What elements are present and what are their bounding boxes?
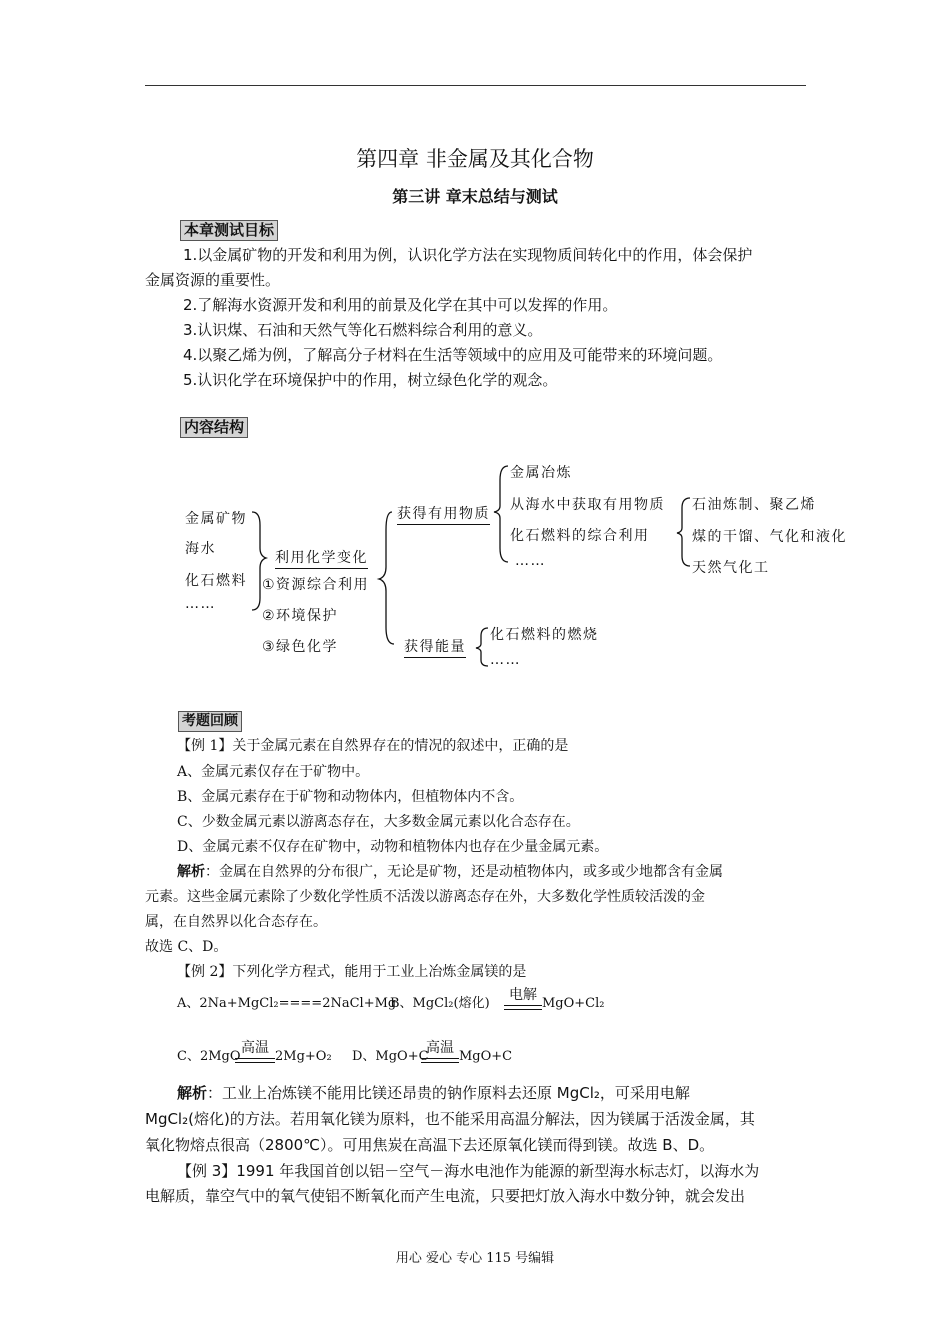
- example1-analysis-line: 元素。这些金属元素除了少数化学性质不活泼以游离态存在外，大多数化学性质较活泼的金: [145, 889, 705, 905]
- example1-option-d: D、金属元素不仅存在矿物中，动物和植物体内也存在少量金属元素。: [177, 839, 609, 855]
- reaction-equals-sign: [235, 1058, 275, 1063]
- example2-analysis-line: 氧化物熔点很高（2800℃）。可用焦炭在高温下去还原氧化镁而得到镁。故选 B、D。: [145, 1136, 715, 1154]
- useful-item: ……: [515, 553, 546, 569]
- fossil-bracket: [677, 498, 690, 566]
- goal-line: 3.认识煤、石油和天然气等化石燃料综合利用的意义。: [183, 321, 543, 339]
- goal-line: 1.以金属矿物的开发和利用为例，认识化学方法在实现物质间转化中的作用，体会保护: [183, 246, 753, 264]
- example2-question: 【例 2】下列化学方程式，能用于工业上冶炼金属镁的是: [177, 964, 527, 980]
- main-fork-bracket: [379, 512, 394, 644]
- center-item: ②环境保护: [262, 608, 339, 624]
- example1-option-c: C、少数金属元素以游离态存在，大多数金属元素以化合态存在。: [177, 814, 580, 830]
- energy-item: ……: [490, 652, 521, 668]
- goal-line: 4.以聚乙烯为例，了解高分子材料在生活等领域中的应用及可能带来的环境问题。: [183, 346, 723, 364]
- reaction-equals-sign: [504, 1005, 542, 1010]
- example2-option-c-right: 2Mg+O₂: [275, 1049, 332, 1064]
- branch-energy: 获得能量: [404, 636, 466, 658]
- useful-item: 从海水中获取有用物质: [510, 497, 665, 513]
- lecture-title: 第三讲 章末总结与测试: [392, 187, 558, 206]
- section-structure-heading: 内容结构: [180, 417, 248, 438]
- example2-analysis-line: MgCl₂(熔化)的方法。若用氧化镁为原料，也不能采用高温分解法，因为镁属于活泼金属，其: [145, 1110, 755, 1128]
- example3-line: 【例 3】1991 年我国首创以铝－空气－海水电池作为能源的新型海水标志灯，以海水为: [177, 1162, 760, 1180]
- reaction-equals-sign: [421, 1058, 459, 1063]
- page-footer: 用心 爱心 专心 115 号编辑: [395, 1251, 555, 1266]
- fossil-sub-item: 石油炼制、聚乙烯: [692, 497, 816, 513]
- goal-line: 金属资源的重要性。: [145, 271, 281, 289]
- useful-item: 金属冶炼: [510, 465, 572, 481]
- chapter-title: 第四章 非金属及其化合物: [356, 147, 594, 171]
- condition-high-temp: 高温: [426, 1040, 454, 1056]
- example1-analysis-line: 属，在自然界以化合态存在。: [145, 914, 327, 930]
- example3-line: 电解质，靠空气中的氧气使铝不断氧化而产生电流，只要把灯放入海水中数分钟，就会发出: [145, 1187, 746, 1205]
- useful-bracket: [494, 466, 508, 562]
- example2-option-b-left: B、MgCl₂(熔化): [390, 996, 490, 1011]
- example1-question: 【例 1】关于金属元素在自然界存在的情况的叙述中，正确的是: [177, 738, 569, 754]
- example2-option-b-right: MgO+Cl₂: [542, 996, 605, 1011]
- branch-useful-substances: 获得有用物质: [397, 503, 490, 525]
- example2-option-a: A、2Na+MgCl₂====2NaCl+Mg: [177, 996, 397, 1011]
- energy-item: 化石燃料的燃烧: [490, 627, 599, 643]
- section-goals-heading: 本章测试目标: [180, 220, 278, 241]
- goal-line: 2.了解海水资源开发和利用的前景及化学在其中可以发挥的作用。: [183, 296, 618, 314]
- condition-high-temp: 高温: [241, 1040, 269, 1056]
- example2-option-d-right: MgO+C: [459, 1049, 513, 1064]
- useful-item: 化石燃料的综合利用: [510, 528, 650, 544]
- goal-line: 5.认识化学在环境保护中的作用，树立绿色化学的观念。: [183, 371, 558, 389]
- center-item: ③绿色化学: [262, 639, 339, 655]
- example2-option-c-left: C、2MgO: [177, 1049, 241, 1064]
- source-etc: ……: [185, 596, 216, 612]
- fossil-sub-item: 煤的干馏、气化和液化: [692, 529, 847, 545]
- example2-analysis: [177, 1081, 690, 1106]
- example1-option-a: A、金属元素仅存在于矿物中。: [177, 764, 370, 780]
- example2-option-d-left: D、MgO+C: [352, 1049, 429, 1064]
- energy-bracket: [476, 628, 488, 666]
- analysis-text: ：工业上冶炼镁不能用比镁还昂贵的钠作原料去还原 MgCl₂，可采用电解: [207, 1084, 690, 1102]
- example1-option-b: B、金属元素存在于矿物和动物体内，但植物体内不含。: [177, 789, 524, 805]
- source-seawater: 海水: [185, 541, 216, 557]
- center-title: 利用化学变化: [275, 547, 368, 569]
- fossil-sub-item: 天然气化工: [692, 560, 770, 576]
- analysis-label: 解析: [177, 864, 205, 880]
- condition-electrolysis: 电解: [509, 987, 537, 1003]
- example1-analysis: [177, 860, 723, 884]
- section-review-heading: 考题回顾: [178, 711, 242, 732]
- analysis-label: 解析: [177, 1084, 208, 1102]
- source-metal-ore: 金属矿物: [185, 511, 247, 527]
- analysis-text: ：金属在自然界的分布很广，无论是矿物，还是动植物体内，或多或少地都含有金属: [205, 864, 723, 880]
- example1-answer: 故选 C、D。: [145, 939, 228, 955]
- source-fossil-fuel: 化石燃料: [185, 573, 247, 589]
- source-bracket: [252, 512, 266, 610]
- center-item: ①资源综合利用: [262, 577, 370, 593]
